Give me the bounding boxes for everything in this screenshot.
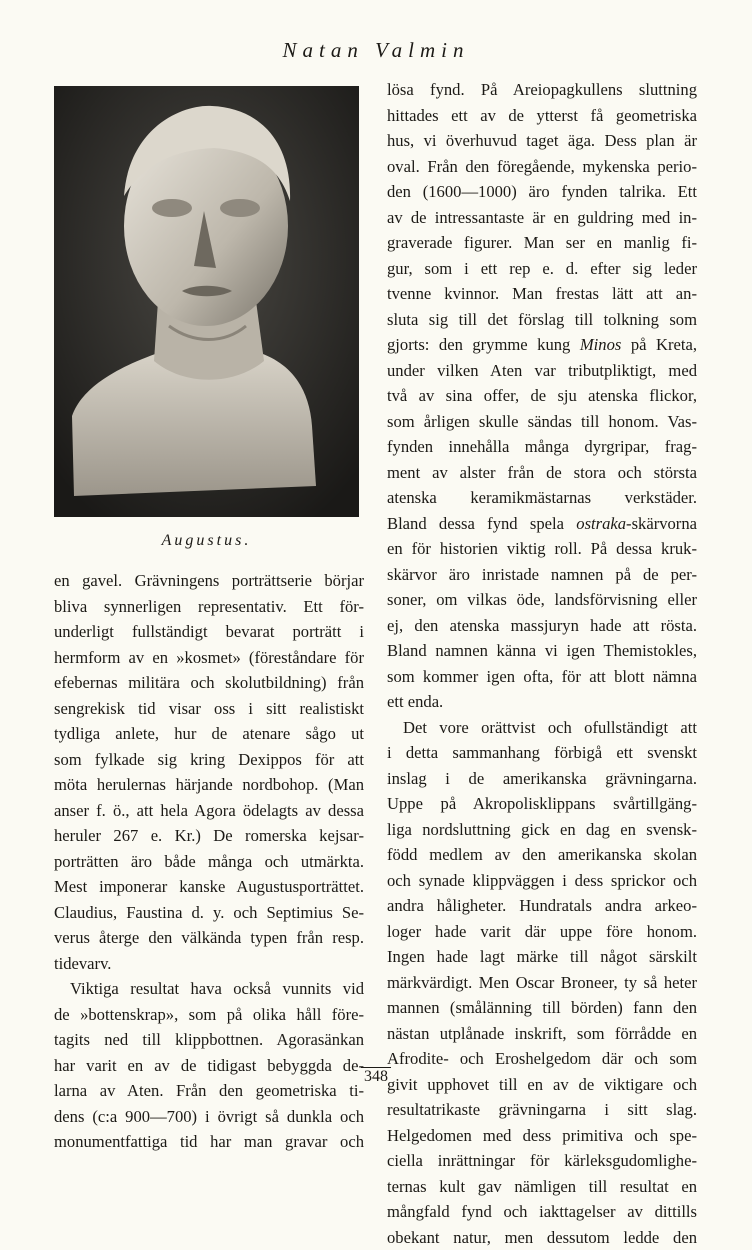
text-line: ej, den atenska massjuryn hade att rösta. bbox=[387, 613, 697, 639]
text-line: nästan utplånade inskrift, som förrådde en bbox=[387, 1021, 697, 1047]
text-line: och synade klippväggen i dess sprickor och bbox=[387, 868, 697, 894]
text-line: loger hade varit där uppe före honom. bbox=[387, 919, 697, 945]
text-run: Bland dessa fynd spela bbox=[387, 514, 576, 533]
text-line: de »bottenskrap», som på olika håll före- bbox=[54, 1002, 364, 1028]
italic-term-ostraka: ostraka bbox=[576, 514, 626, 533]
text-line: Uppe på Akropolisklippans svårtillgäng- bbox=[387, 791, 697, 817]
text-line: Det vore orättvist och ofullständigt att bbox=[387, 715, 697, 741]
text-line: soner, om vilkas öde, landsförvisning eller bbox=[387, 587, 697, 613]
text-line: två av sina offer, de sju atenska flickor, bbox=[387, 383, 697, 409]
text-line: Viktiga resultat hava också vunnits vid bbox=[54, 976, 364, 1002]
text-line-minos bbox=[387, 332, 697, 358]
page-number-text: 348 bbox=[361, 1067, 391, 1085]
text-line: ternas kult gav nämligen till resultat en bbox=[387, 1174, 697, 1200]
text-line: som årligen skulle sändas till honom. Vas- bbox=[387, 409, 697, 435]
text-line: graverade figurer. Man ser en manlig fi- bbox=[387, 230, 697, 256]
text-line: ett enda. bbox=[387, 689, 697, 715]
text-line: gur, som i ett rep e. d. efter sig leder bbox=[387, 256, 697, 282]
text-line: obekant natur, men dessutom ledde den bbox=[387, 1225, 697, 1250]
text-line: inslag i de amerikanska grävningarna. bbox=[387, 766, 697, 792]
text-line: andra håligheter. Hundratals andra arkeo- bbox=[387, 893, 697, 919]
text-line: ment av alster från de stora och största bbox=[387, 460, 697, 486]
text-line: efebernas militära och skolutbildning) från bbox=[54, 670, 364, 696]
text-line: i detta sammanhang förbigå ett svenskt bbox=[387, 740, 697, 766]
text-line: verus återge den välkända typen från resp. bbox=[54, 925, 364, 951]
text-line: bliva synnerligen representativ. Ett för- bbox=[54, 594, 364, 620]
text-line: Helgedomen med dess primitiva och spe- bbox=[387, 1123, 697, 1149]
text-line: märkvärdigt. Men Oscar Broneer, ty så heter bbox=[387, 970, 697, 996]
text-line: har varit en av de tidigast bebyggda de- bbox=[54, 1053, 364, 1079]
augustus-portrait-photo bbox=[54, 86, 359, 517]
text-line: Bland namnen känna vi igen Themistokles, bbox=[387, 638, 697, 664]
text-line: född medlem av den amerikanska skolan bbox=[387, 842, 697, 868]
text-line: lösa fynd. På Areiopagkullens sluttning bbox=[387, 77, 697, 103]
text-line: hermform av en »kosmet» (föreståndare för bbox=[54, 645, 364, 671]
running-head: Natan Valmin bbox=[0, 38, 752, 63]
text-line: resultatrikaste grävningarna i sitt slag. bbox=[387, 1097, 697, 1123]
text-line: skärvor äro inristade namnen på de per- bbox=[387, 562, 697, 588]
text-line: sluta sig till det förslag till tolkning som bbox=[387, 307, 697, 333]
text-line: hus, vi överhuvud taget äga. Dess plan är bbox=[387, 128, 697, 154]
figure-caption: Augustus. bbox=[54, 532, 359, 550]
text-line: tagits ned till klippbottnen. Agorasänkan bbox=[54, 1027, 364, 1053]
text-line: dens (c:a 900—700) i övrigt så dunkla och bbox=[54, 1104, 364, 1130]
text-line: tidevarv. bbox=[54, 951, 364, 977]
text-line: tydliga anlete, hur de atenare sågo ut bbox=[54, 721, 364, 747]
text-line: anser f. ö., att hela Agora ödelagts av dessa bbox=[54, 798, 364, 824]
text-line: av de intressantaste är en guldring med in- bbox=[387, 205, 697, 231]
text-line: en för historien viktig roll. På dessa kruk- bbox=[387, 536, 697, 562]
text-line: som fylkade sig kring Dexippos för att bbox=[54, 747, 364, 773]
text-line: sengrekisk tid visar oss i sitt realistiskt bbox=[54, 696, 364, 722]
text-line: underligt fullständigt bevarat porträtt i bbox=[54, 619, 364, 645]
text-line: möta herulernas härjande nordbohop. (Man bbox=[54, 772, 364, 798]
text-line: atenska keramikmästarnas verkstäder. bbox=[387, 485, 697, 511]
text-line: Ingen hade lagt märke till något särskilt bbox=[387, 944, 697, 970]
text-line: en gavel. Grävningens porträttserie börjar bbox=[54, 568, 364, 594]
text-line: tvenne kvinnor. Man frestas lätt att an- bbox=[387, 281, 697, 307]
left-column bbox=[54, 568, 364, 1155]
text-line: Claudius, Faustina d. y. och Septimius Se- bbox=[54, 900, 364, 926]
text-line: Mest imponerar kanske Augustusporträttet. bbox=[54, 874, 364, 900]
text-line: givit upphovet till en av de viktigare och bbox=[387, 1072, 697, 1098]
text-line: fynden innehålla många dyrgripar, frag- bbox=[387, 434, 697, 460]
text-line: under vilken Aten var tributpliktigt, med bbox=[387, 358, 697, 384]
text-line-ostraka bbox=[387, 511, 697, 537]
text-run: på Kreta, bbox=[621, 335, 697, 354]
text-line: porträtten äro både många och utmärkta. bbox=[54, 849, 364, 875]
text-line: som kommer igen ofta, för att blott nämna bbox=[387, 664, 697, 690]
italic-name-minos: Minos bbox=[580, 335, 621, 354]
text-line: ciella inrättningar för kärleksgudomlighe- bbox=[387, 1148, 697, 1174]
text-line: hittades ett av de ytterst få geometriska bbox=[387, 103, 697, 129]
text-line: heruler 267 e. Kr.) De romerska kejsar- bbox=[54, 823, 364, 849]
text-line: liga nordsluttning gick en dag en svensk- bbox=[387, 817, 697, 843]
text-line: mångfald fynd och iakttagelser av dittills bbox=[387, 1199, 697, 1225]
text-run: gjorts: den grymme kung bbox=[387, 335, 580, 354]
text-line: monumentfattiga tid har man gravar och bbox=[54, 1129, 364, 1155]
text-line: oval. Från den föregående, mykenska perio- bbox=[387, 154, 697, 180]
text-line: Afrodite- och Eroshelgedom där och som bbox=[387, 1046, 697, 1072]
text-run: -skärvorna bbox=[626, 514, 697, 533]
text-line: larna av Aten. Från den geometriska ti- bbox=[54, 1078, 364, 1104]
text-line: mannen (smålänning till börden) fann den bbox=[387, 995, 697, 1021]
page-number bbox=[0, 1068, 752, 1086]
text-line: den (1600—1000) äro fynden talrika. Ett bbox=[387, 179, 697, 205]
marble-bust-illustration bbox=[54, 86, 359, 517]
